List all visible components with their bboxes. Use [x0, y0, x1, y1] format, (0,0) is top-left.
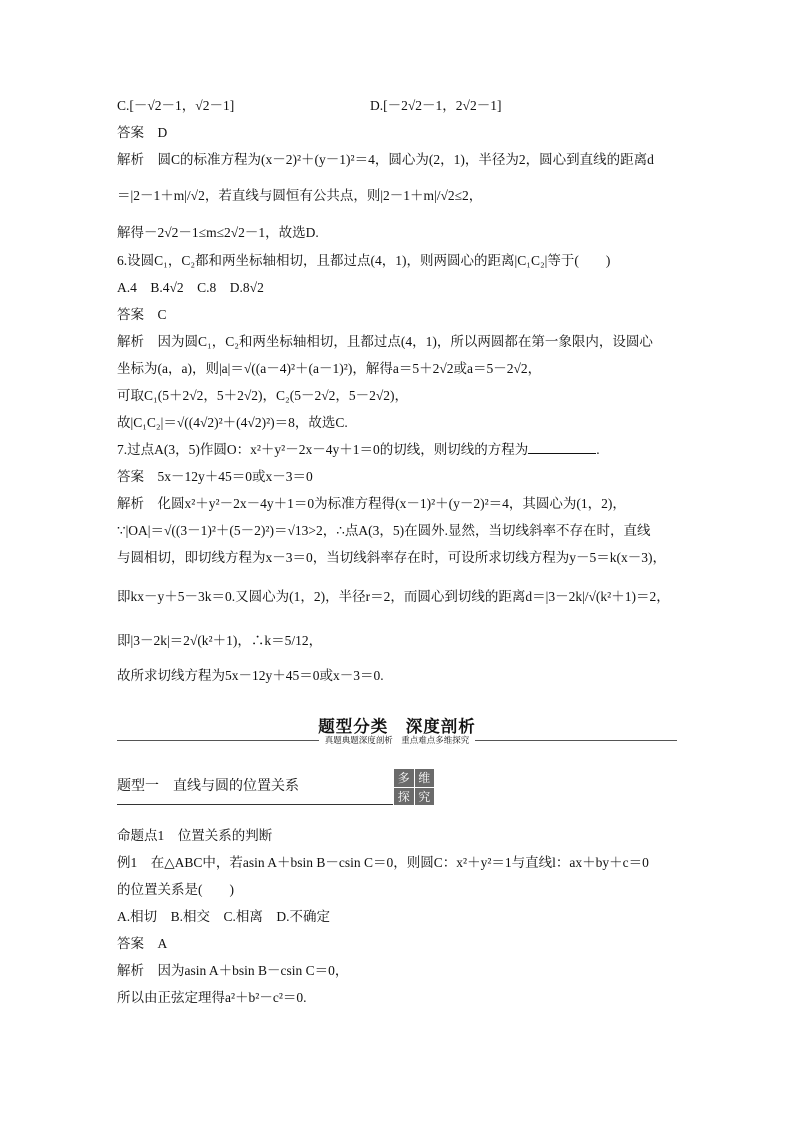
- section-subtitle: 真题典题深度剖析 重点难点多维探究: [0, 734, 794, 746]
- text-line-l16: ∵|OA|＝√((3－1)²＋(5－2)²)＝√13>2，∴点A(3，5)在圆外.显然，当切线斜率不存在时，直线: [117, 523, 651, 538]
- text-line-l17: 与圆相切，即切线方程为x－3＝0，当切线斜率存在时，可设所求切线方程为y－5＝k(x－3)，: [117, 550, 666, 565]
- text-line-l8: 答案 C: [117, 307, 167, 322]
- text-line-l23: 的位置关系是( ): [117, 882, 234, 897]
- text-line-l1b: D.[－2√2－1，2√2－1]: [370, 98, 502, 113]
- text-line-l5: 解得－2√2－1≤m≤2√2－1，故选D.: [117, 225, 319, 240]
- text-line-l6: 6.设圆C₁，C₂都和两坐标轴相切，且都过点(4，1)，则两圆心的距离|C₁C₂|等于( ): [117, 253, 611, 268]
- text-line-l11: 可取C₁(5＋2√2，5＋2√2)，C₂(5－2√2，5－2√2)，: [117, 388, 409, 403]
- badge-char: 多: [394, 769, 414, 787]
- text-line-l1: C.[－√2－1，√2－1]: [117, 98, 235, 113]
- text-line-l2: 答案 D: [117, 125, 168, 140]
- topic-label: 题型一 直线与圆的位置关系: [117, 778, 299, 794]
- badge-char: 究: [415, 788, 435, 806]
- text-line-l7: A.4 B.4√2 C.8 D.8√2: [117, 280, 264, 295]
- text-line-l20: 故所求切线方程为5x－12y＋45＝0或x－3＝0.: [117, 668, 384, 683]
- text-line-l27: 所以由正弦定理得a²＋b²－c²＝0.: [117, 990, 307, 1005]
- text-line-l9: 解析 因为圆C₁，C₂和两坐标轴相切，且都过点(4，1)，所以两圆都在第一象限内，设圆心: [117, 334, 653, 349]
- text-line-l4: ＝|2－1＋m|/√2，若直线与圆恒有公共点，则|2－1＋m|/√2≤2，: [117, 188, 483, 203]
- badge-char: 探: [394, 788, 414, 806]
- text-line-l21: 命题点1 位置关系的判断: [117, 828, 273, 843]
- text-line-l14: 答案 5x－12y＋45＝0或x－3＝0: [117, 469, 313, 484]
- text-line-l22: 例1 在△ABC中，若asin A＋bsin B－csin C＝0，则圆C：x²＋y²＝1与直线l：ax＋by＋c＝0: [117, 855, 649, 870]
- section-title: 题型分类 深度剖析: [318, 717, 476, 736]
- text-line-l3: 解析 圆C的标准方程为(x－2)²＋(y－1)²＝4，圆心为(2，1)，半径为2，圆心到直线的距离d: [117, 152, 654, 167]
- text-line-l12: 故|C₁C₂|＝√((4√2)²＋(4√2)²)＝8，故选C.: [117, 415, 348, 430]
- topic-badge: [394, 769, 434, 805]
- text-line-l25: 答案 A: [117, 936, 168, 951]
- badge-char: 维: [415, 769, 435, 787]
- text-line-l18: 即kx－y＋5－3k＝0.又圆心为(1，2)，半径r＝2，而圆心到切线的距离d＝|3－2k|/√(k²＋1)＝2，: [117, 589, 670, 604]
- text-line-l24: A.相切 B.相交 C.相离 D.不确定: [117, 909, 331, 924]
- text-line-l15: 解析 化圆x²＋y²－2x－4y＋1＝0为标准方程得(x－1)²＋(y－2)²＝4，其圆心为(1，2)，: [117, 496, 626, 511]
- text-line-l10: 坐标为(a，a)，则|a|＝√((a－4)²＋(a－1)²)，解得a＝5＋2√2或a＝5－2√2，: [117, 361, 542, 376]
- text-line-l13: 7.过点A(3，5)作圆O：x²＋y²－2x－4y＋1＝0的切线，则切线的方程为 .: [117, 442, 600, 457]
- answer-blank: [528, 441, 596, 454]
- text-line-l19: 即|3－2k|＝2√(k²＋1)，∴k＝5/12，: [117, 633, 323, 648]
- text-line-l26: 解析 因为asin A＋bsin B－csin C＝0，: [117, 963, 349, 978]
